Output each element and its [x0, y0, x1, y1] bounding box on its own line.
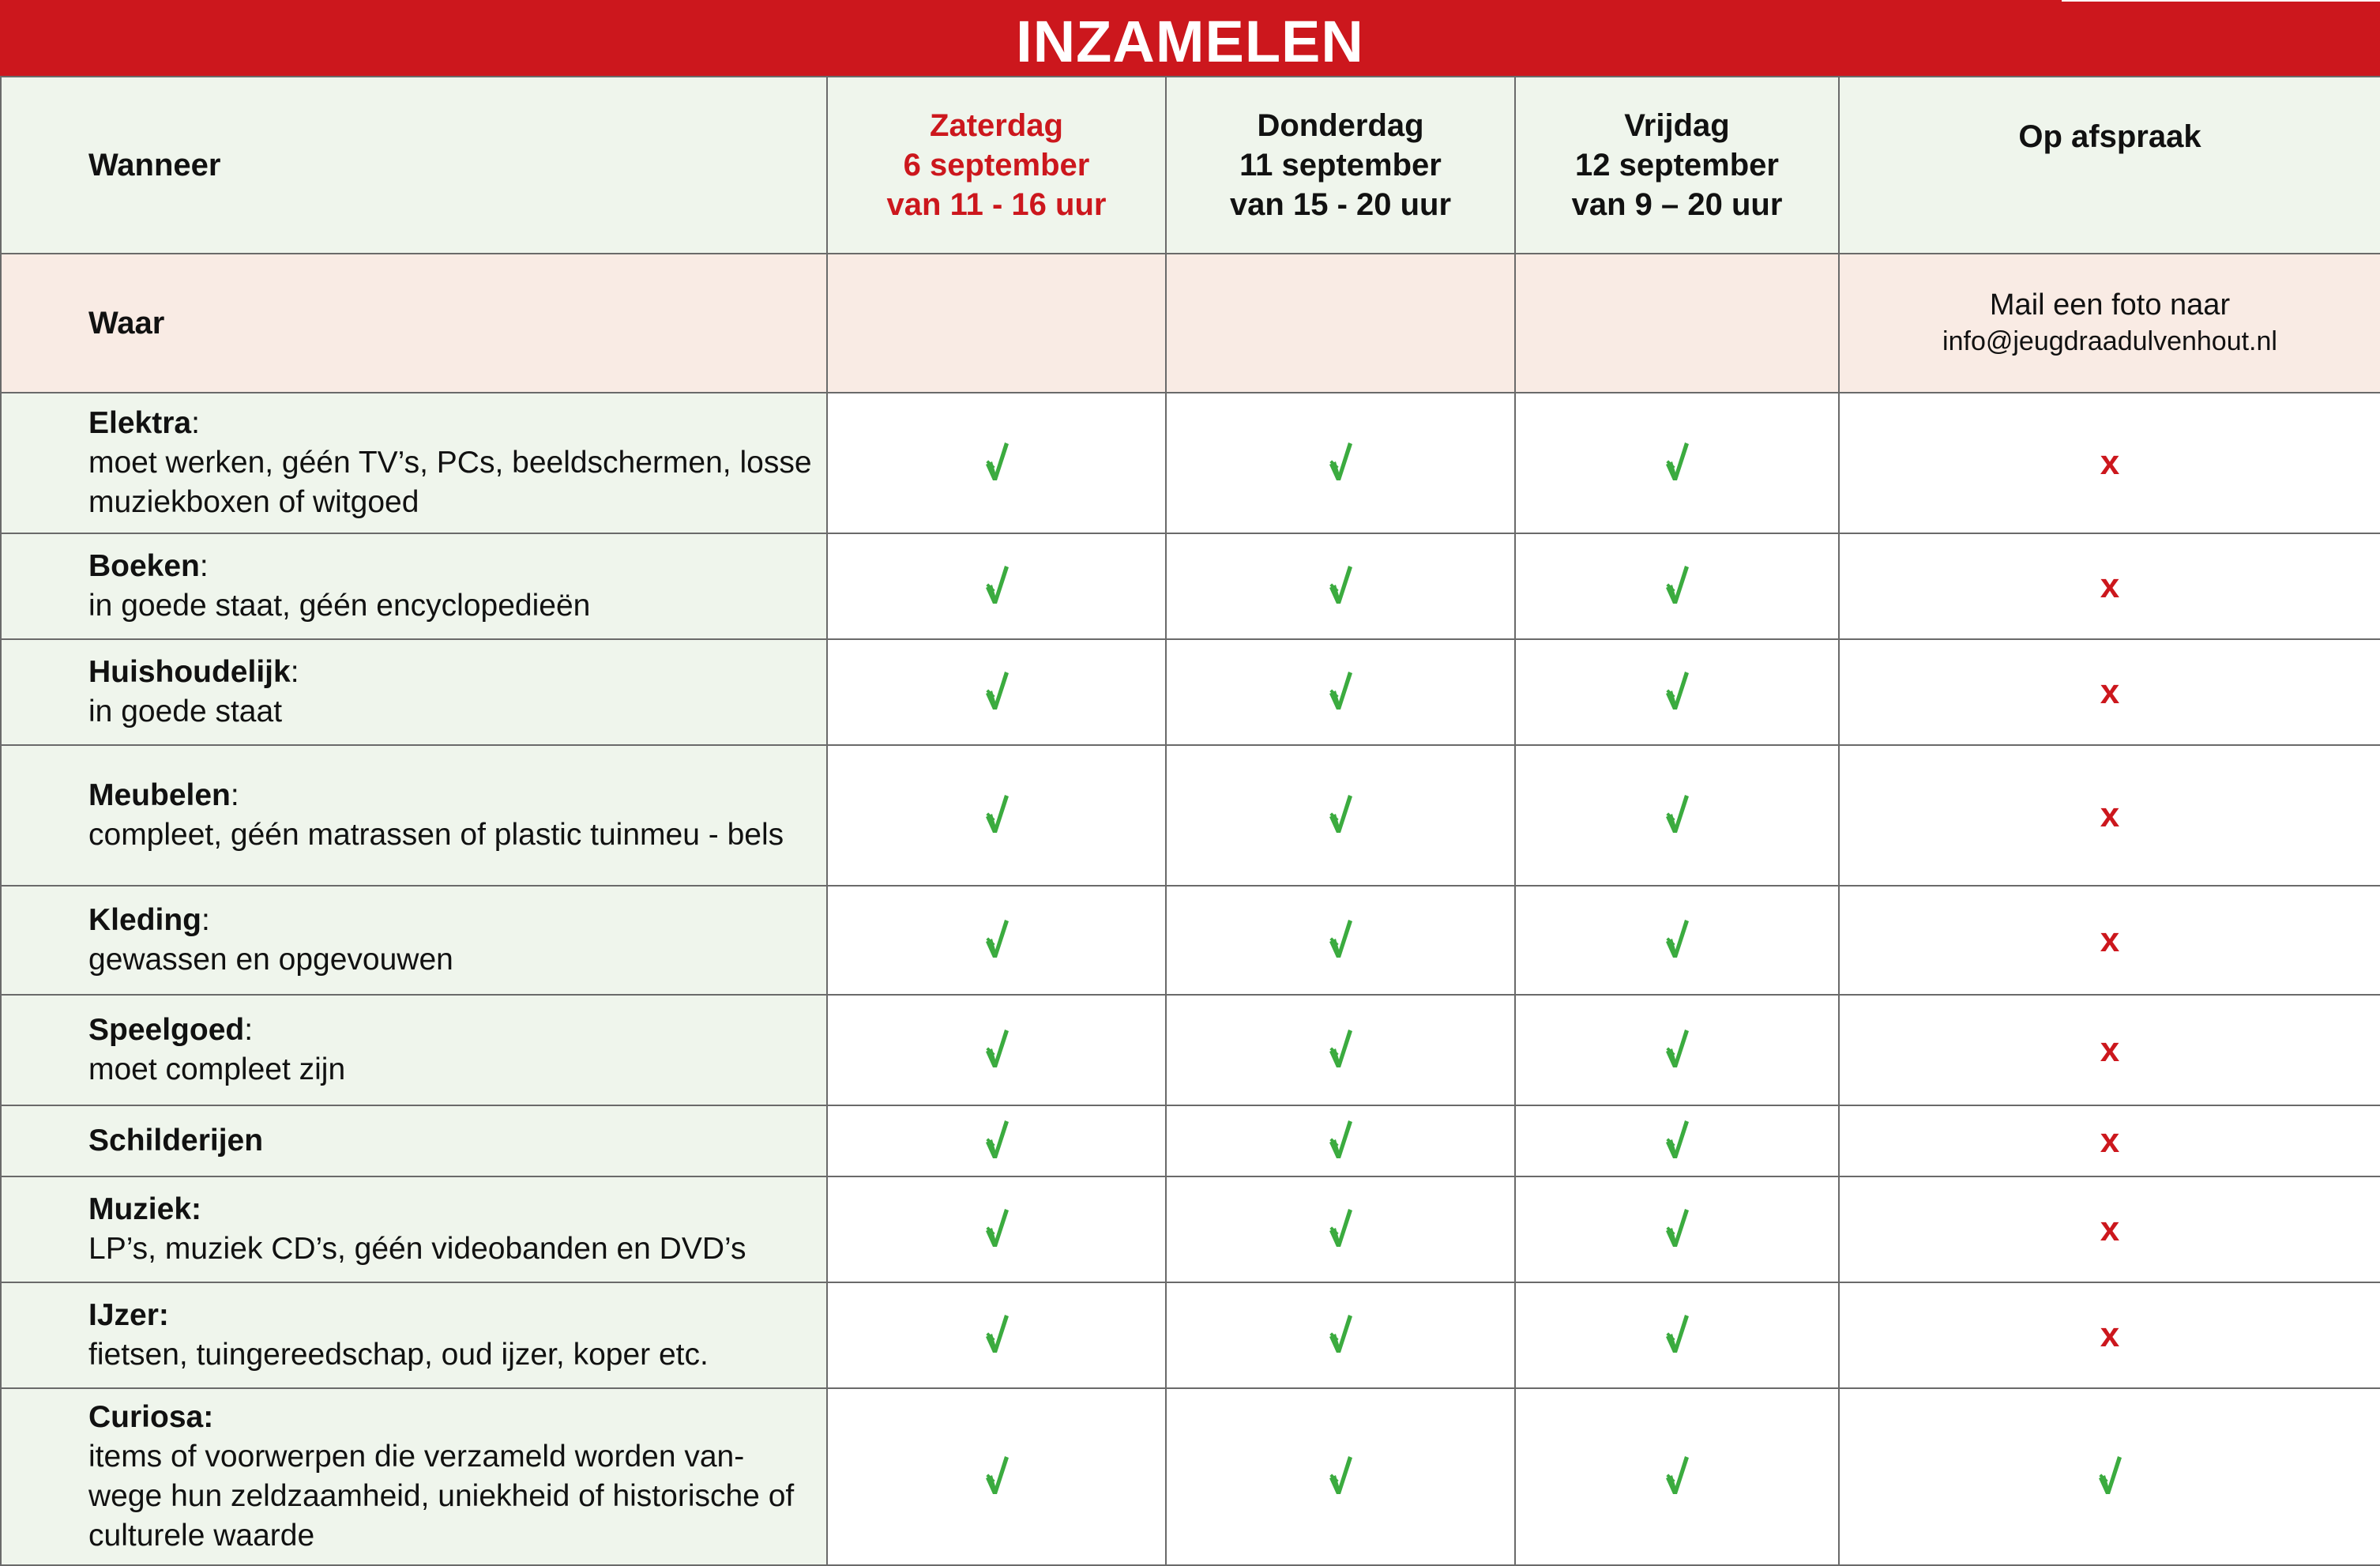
mark-cell	[1839, 995, 2380, 1105]
mark-cell	[1166, 533, 1515, 639]
mark-cell	[1166, 639, 1515, 745]
mark-cell	[1839, 1282, 2380, 1388]
waar-cell-thursday	[1166, 254, 1515, 393]
mark-cell	[1839, 1176, 2380, 1282]
cross-icon: x	[2100, 1210, 2120, 1248]
cross-icon: x	[2100, 796, 2120, 834]
table-row	[1, 1105, 2380, 1176]
checkmark-icon	[1664, 1119, 1690, 1160]
category-description: items of voorwerpen die verzameld worden van- wege hun zeldzaamheid, uniekheid of historische of culturele waarde	[88, 1440, 795, 1553]
table-row	[1, 393, 2380, 533]
category-name: IJzer:	[88, 1298, 169, 1332]
category-colon: :	[230, 778, 239, 812]
mark-cell	[1839, 393, 2380, 533]
mail-instruction: Mail een foto naar	[1989, 288, 2231, 322]
day-name: Vrijdag	[1624, 108, 1730, 143]
day-date: 11 september	[1239, 148, 1442, 183]
cross-icon: x	[2100, 567, 2120, 605]
banner-edge	[2062, 0, 2380, 2]
mail-address[interactable]: info@jeugdraadulvenhout.nl	[1942, 326, 2277, 356]
category-description: in goede staat, géén encyclopedieën	[88, 589, 591, 623]
mark-cell	[1166, 745, 1515, 886]
table-row	[1, 1282, 2380, 1388]
checkmark-icon	[1664, 441, 1690, 482]
checkmark-icon	[984, 564, 1010, 605]
checkmark-icon	[1328, 1313, 1353, 1354]
mark-cell	[1515, 393, 1839, 533]
category-description: moet werken, géén TV’s, PCs, beeldschermen, losse muziekboxen of witgoed	[88, 446, 812, 519]
checkmark-icon	[1328, 1028, 1353, 1069]
day-header-friday	[1515, 77, 1839, 254]
waar-cell-friday	[1515, 254, 1839, 393]
day-header-saturday	[827, 77, 1166, 254]
checkmark-icon	[1328, 1207, 1353, 1248]
mark-cell	[827, 393, 1166, 533]
mark-cell	[1839, 1388, 2380, 1565]
category-name: Kleding	[88, 903, 201, 937]
category-name: Huishoudelijk	[88, 655, 291, 689]
mark-cell	[1839, 1105, 2380, 1176]
mark-cell	[1839, 886, 2380, 995]
category-cell	[1, 639, 827, 745]
category-cell	[1, 1388, 827, 1565]
checkmark-icon	[1328, 670, 1353, 711]
day-date: 6 september	[903, 148, 1090, 183]
table-row	[1, 886, 2380, 995]
mark-cell	[1515, 1176, 1839, 1282]
category-description: compleet, géén matrassen of plastic tuinmeu - bels	[88, 818, 784, 852]
category-cell	[1, 886, 827, 995]
checkmark-icon	[1328, 1455, 1353, 1496]
mark-cell	[1166, 886, 1515, 995]
category-name: Elektra	[88, 406, 192, 440]
mark-cell	[827, 886, 1166, 995]
checkmark-icon	[1664, 1455, 1690, 1496]
category-colon: :	[191, 406, 200, 440]
mark-cell	[1515, 1105, 1839, 1176]
checkmark-icon	[1328, 564, 1353, 605]
checkmark-icon	[1664, 1207, 1690, 1248]
table-row	[1, 533, 2380, 639]
category-cell	[1, 1105, 827, 1176]
checkmark-icon	[1328, 441, 1353, 482]
checkmark-icon	[984, 441, 1010, 482]
checkmark-icon	[984, 793, 1010, 834]
category-cell	[1, 995, 827, 1105]
checkmark-icon	[1664, 918, 1690, 959]
mark-cell	[1515, 745, 1839, 886]
mark-cell	[1839, 745, 2380, 886]
category-description: in goede staat	[88, 695, 283, 728]
page-title: INZAMELEN	[1016, 8, 1364, 74]
checkmark-icon	[1328, 1119, 1353, 1160]
checkmark-icon	[1664, 1313, 1690, 1354]
checkmark-icon	[1664, 1028, 1690, 1069]
table-row	[1, 995, 2380, 1105]
category-name: Muziek:	[88, 1192, 202, 1226]
mark-cell	[827, 1176, 1166, 1282]
waar-cell-appointment	[1839, 254, 2380, 393]
day-hours: van 11 - 16 uur	[886, 187, 1107, 222]
mark-cell	[1515, 1282, 1839, 1388]
category-cell	[1, 393, 827, 533]
day-name: Op afspraak	[2018, 119, 2201, 154]
waar-row	[1, 254, 2380, 393]
schedule-table	[0, 76, 2380, 1566]
mark-cell	[1166, 1176, 1515, 1282]
category-description: LP’s, muziek CD’s, géén videobanden en DVD’s	[88, 1232, 746, 1266]
title-banner	[0, 0, 2380, 76]
mark-cell	[1515, 533, 1839, 639]
mark-cell	[827, 639, 1166, 745]
mark-cell	[1515, 1388, 1839, 1565]
category-description: gewassen en opgevouwen	[88, 943, 453, 977]
mark-cell	[1166, 995, 1515, 1105]
mark-cell	[827, 1282, 1166, 1388]
category-colon: :	[201, 903, 210, 937]
checkmark-icon	[984, 1313, 1010, 1354]
table-row	[1, 1176, 2380, 1282]
category-cell	[1, 533, 827, 639]
table-row	[1, 745, 2380, 886]
mark-cell	[1839, 639, 2380, 745]
category-cell	[1, 1282, 827, 1388]
day-date: 12 september	[1575, 148, 1779, 183]
category-colon: :	[244, 1013, 254, 1047]
wanneer-label: Wanneer	[1, 77, 827, 254]
category-name: Curiosa:	[88, 1400, 214, 1434]
checkmark-icon	[1328, 918, 1353, 959]
day-header-appointment	[1839, 77, 2380, 254]
day-hours: van 9 – 20 uur	[1571, 187, 1783, 222]
mark-cell	[827, 995, 1166, 1105]
mark-cell	[1515, 995, 1839, 1105]
day-name: Donderdag	[1257, 108, 1424, 143]
checkmark-icon	[984, 918, 1010, 959]
category-colon: :	[290, 655, 299, 689]
mark-cell	[1166, 1388, 1515, 1565]
mark-cell	[827, 1105, 1166, 1176]
checkmark-icon	[984, 1119, 1010, 1160]
cross-icon: x	[2100, 443, 2120, 482]
table-row	[1, 1388, 2380, 1565]
mark-cell	[1166, 1282, 1515, 1388]
cross-icon: x	[2100, 672, 2120, 711]
category-description: fietsen, tuingereedschap, oud ijzer, koper etc.	[88, 1338, 709, 1372]
category-cell	[1, 745, 827, 886]
cross-icon: x	[2100, 1316, 2120, 1354]
checkmark-icon	[1328, 793, 1353, 834]
day-name: Zaterdag	[930, 108, 1063, 143]
mark-cell	[1515, 639, 1839, 745]
checkmark-icon	[984, 1455, 1010, 1496]
category-cell	[1, 1176, 827, 1282]
waar-label: Waar	[1, 254, 827, 393]
cross-icon: x	[2100, 1030, 2120, 1069]
checkmark-icon	[984, 1207, 1010, 1248]
checkmark-icon	[984, 1028, 1010, 1069]
mark-cell	[1166, 393, 1515, 533]
waar-cell-saturday	[827, 254, 1166, 393]
mark-cell	[1515, 886, 1839, 995]
category-colon: :	[199, 549, 209, 583]
checkmark-icon	[984, 670, 1010, 711]
checkmark-icon	[1664, 564, 1690, 605]
mark-cell	[1166, 1105, 1515, 1176]
mark-cell	[827, 1388, 1166, 1565]
mark-cell	[827, 533, 1166, 639]
day-hours: van 15 - 20 uur	[1229, 187, 1452, 222]
category-name: Schilderijen	[88, 1124, 264, 1158]
checkmark-icon	[1664, 793, 1690, 834]
mark-cell	[1839, 533, 2380, 639]
checkmark-icon	[1664, 670, 1690, 711]
cross-icon: x	[2100, 920, 2120, 959]
category-description: moet compleet zijn	[88, 1052, 346, 1086]
category-name: Boeken	[88, 549, 200, 583]
category-name: Meubelen	[88, 778, 231, 812]
category-name: Speelgoed	[88, 1013, 245, 1047]
mark-cell	[827, 745, 1166, 886]
checkmark-icon	[2097, 1455, 2122, 1496]
table-row	[1, 639, 2380, 745]
cross-icon: x	[2100, 1121, 2120, 1160]
header-row	[1, 77, 2380, 254]
day-header-thursday	[1166, 77, 1515, 254]
